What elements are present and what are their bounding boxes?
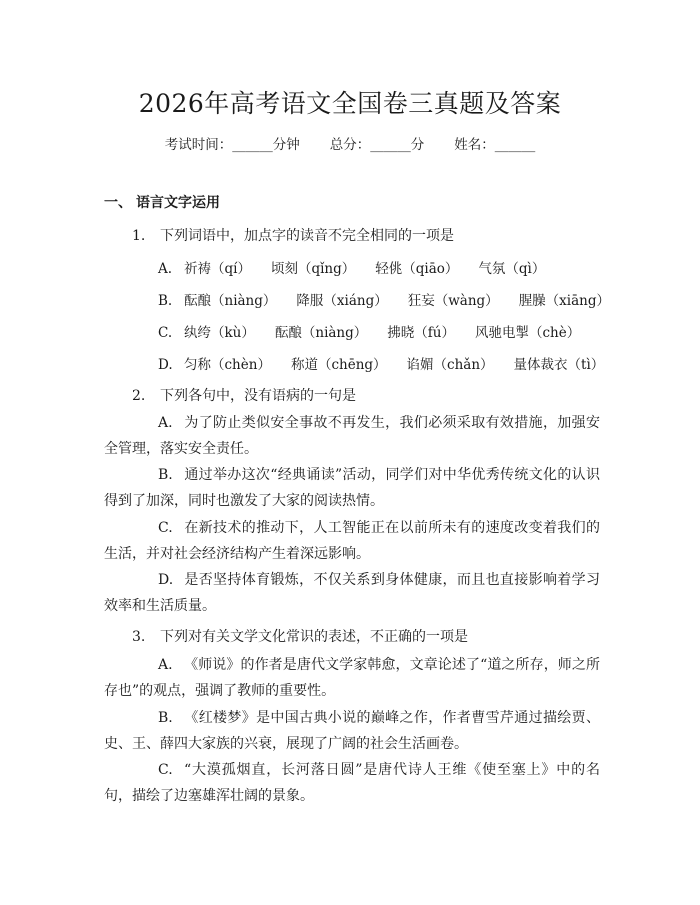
option-text: 在新技术的推动下，人工智能正在以前所未有的速度改变着我们的生活，并对社会经济结构产生着深远影响。 (104, 520, 600, 562)
option-word: 酝酿（niàng） (274, 325, 368, 341)
q2-option-d (104, 567, 600, 619)
q1-option-d (158, 353, 624, 373)
option-letter: D. (158, 357, 173, 373)
question-1-stem (132, 225, 454, 245)
exam-meta (0, 133, 700, 153)
option-letter: B. (158, 467, 173, 483)
q2-option-c (104, 515, 600, 567)
page-title: 2026年高考语文全国卷三真题及答案 (138, 89, 562, 118)
option-text: 《师说》的作者是唐代文学家韩愈，文章论述了“道之所存，师之所存也”的观点，强调了教师的重要性。 (104, 657, 600, 699)
option-text: 通过举办这次“经典诵读”活动，同学们对中华优秀传统文化的认识得到了加深，同时也激发了大家的阅读热情。 (104, 467, 600, 509)
section-heading (104, 192, 220, 212)
total-score-field: 总分：______分 (329, 137, 425, 153)
option-letter: B. (158, 710, 173, 726)
question-3-stem (132, 626, 468, 646)
option-letter: C. (158, 325, 173, 341)
option-letter: D. (158, 572, 174, 588)
option-word: 狂妄（wàng） (407, 293, 499, 309)
question-text: 下列各句中，没有语病的一句是 (160, 388, 356, 404)
q3-option-a (104, 652, 600, 704)
option-word: 风驰电掣（chè） (474, 325, 581, 341)
option-text: “大漠孤烟直，长河落日圆”是唐代诗人王维《使至塞上》中的名句，描绘了边塞雄浑壮阔的景象。 (104, 762, 600, 804)
q1-option-c (158, 321, 600, 341)
section-number: 一、 (104, 195, 132, 211)
option-word: 拂晓（fú） (387, 325, 455, 341)
q1-option-a (158, 257, 565, 277)
question-number: 2. (132, 388, 146, 404)
q1-option-b (158, 289, 630, 309)
question-number: 1. (132, 228, 146, 244)
option-word: 称道（chēng） (290, 357, 387, 373)
option-word: 腥臊（xiāng） (518, 293, 611, 309)
option-text: 为了防止类似安全事故不再发生，我们必须采取有效措施，加强安全管理，落实安全责任。 (104, 415, 600, 457)
option-text: 《红楼梦》是中国古典小说的巅峰之作，作者曹雪芹通过描绘贾、史、王、薛四大家族的兴衰，展现了广阔的社会生活画卷。 (104, 710, 600, 752)
q3-option-b (104, 705, 600, 757)
question-text: 下列词语中，加点字的读音不完全相同的一项是 (160, 228, 454, 244)
option-letter: C. (158, 520, 173, 536)
option-letter: C. (158, 762, 173, 778)
option-word: 轻佻（qiāo） (375, 261, 459, 277)
name-field: 姓名：______ (454, 137, 536, 153)
option-word: 酝酿（niàng） (184, 293, 277, 309)
option-text: 是否坚持体育锻炼，不仅关系到身体健康，而且也直接影响着学习效率和生活质量。 (104, 572, 600, 614)
option-word: 气氛（qì） (478, 261, 546, 277)
question-text: 下列对有关文学文化常识的表述，不正确的一项是 (160, 629, 468, 645)
option-word: 量体裁衣（tì） (513, 357, 605, 373)
option-word: 顷刻（qǐng） (270, 261, 356, 277)
option-letter: A. (158, 657, 173, 673)
option-word: 祈祷（qí） (184, 261, 251, 277)
option-letter: A. (158, 261, 173, 277)
section-title: 语言文字运用 (136, 195, 220, 211)
option-letter: A. (158, 415, 173, 431)
question-2-stem (132, 385, 356, 405)
option-letter: B. (158, 293, 173, 309)
q2-option-b (104, 462, 600, 514)
q3-option-c (104, 757, 600, 809)
q2-option-a (104, 410, 600, 462)
question-number: 3. (132, 629, 146, 645)
option-word: 匀称（chèn） (184, 357, 271, 373)
option-word: 谄媚（chǎn） (406, 357, 494, 373)
option-word: 降服（xiáng） (296, 293, 388, 309)
exam-time-field: 考试时间：______分钟 (164, 137, 300, 153)
option-word: 纨绔（kù） (184, 325, 255, 341)
